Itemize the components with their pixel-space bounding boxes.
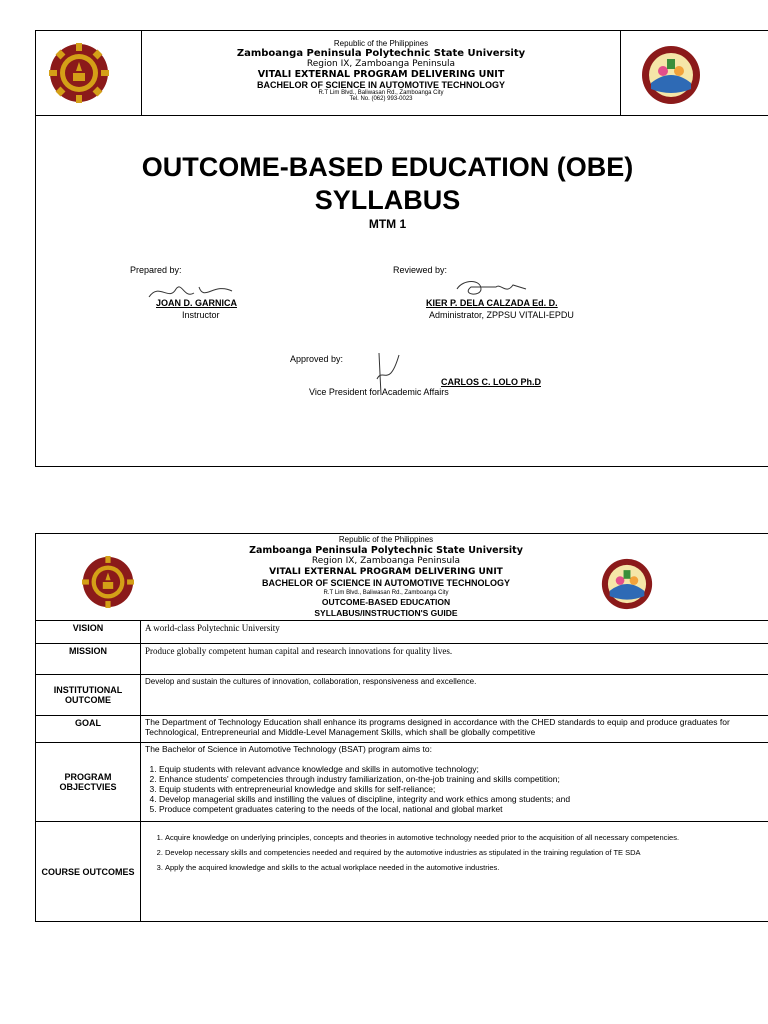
program-objectives-label: PROGRAM OBJECTVIES (36, 743, 141, 822)
course-outcomes-list (145, 830, 764, 875)
program-objective-item: 2. Enhance students' competencies through industry familiarization, on-the-job training and skills competition; (159, 774, 764, 784)
course-outcome-item: 3. Apply the acquired knowledge and skills to the actual workplace needed in the automotive industries. (165, 860, 764, 875)
address-text: R.T Lim Blvd., Baliwasan Rd., Zamboanga City (318, 90, 444, 96)
program-objective-item: 1. Equip students with relevant advance knowledge and skills in automotive technology; (159, 764, 764, 774)
zppsu-seal-icon-2 (76, 556, 140, 608)
course-code: MTM 1 (368, 217, 407, 231)
program-objectives-list (145, 764, 764, 814)
program-name: BACHELOR OF SCIENCE IN AUTOMOTIVE TECHNOLOGY (256, 80, 505, 90)
goal-row (36, 716, 768, 743)
course-outcome-item: 2. Develop necessary skills and competencies needed and required by the automotive industries as stipulated in the training regulation of TE SDA (165, 845, 764, 860)
title-line-2: SYLLABUS (314, 185, 461, 215)
vitali-seal-icon (641, 45, 701, 105)
region-text-2: Region IX, Zamboanga Peninsula (311, 556, 461, 566)
course-outcome-item: 1. Acquire knowledge on underlying principles, concepts and theories in automotive technology needed prior to the acquisition of all necessary competencies. (165, 830, 764, 845)
course-outcomes-cell (141, 822, 768, 922)
goal-label: GOAL (36, 716, 141, 743)
institutional-outcome-label: INSTITUTIONAL OUTCOME (36, 675, 141, 716)
guide-title-1: OUTCOME-BASED EDUCATION (321, 597, 451, 607)
mission-label: MISSION (36, 644, 141, 675)
approved-label: Approved by: (290, 354, 344, 364)
university-name-2: Zamboanga Peninsula Polytechnic State University (249, 545, 523, 556)
guide-page (35, 533, 768, 922)
region-text: Region IX, Zamboanga Peninsula (306, 59, 456, 69)
vision-label: VISION (36, 621, 141, 644)
address-text-2: R.T Lim Blvd., Baliwasan Rd., Zamboanga City (323, 590, 449, 596)
course-outcomes-label: COURSE OUTCOMES (36, 822, 141, 922)
program-objectives-intro: The Bachelor of Science in Automotive Technology (BSAT) program aims to: (145, 744, 432, 754)
header-left-cell (36, 31, 142, 115)
title-line-1: OUTCOME-BASED EDUCATION (OBE) (141, 152, 634, 182)
unit-name-2: VITALI EXTERNAL PROGRAM DELIVERING UNIT (269, 567, 503, 577)
reviewed-name: KIER P. DELA CALZADA Ed. D. (426, 298, 558, 308)
mission-text: Produce globally competent human capital and research innovations for quality lives. (141, 644, 768, 675)
program-objective-item: 3. Equip students with entrepreneurial knowledge and skills for self-reliance; (159, 784, 764, 794)
program-objective-item: 4. Develop managerial skills and instilling the values of discipline, integrity and work ethics among students; and (159, 794, 764, 804)
zppsu-seal-icon (49, 43, 109, 103)
program-name-2: BACHELOR OF SCIENCE IN AUTOMOTIVE TECHNOLOGY (261, 578, 510, 588)
prepared-label: Prepared by: (130, 265, 182, 275)
vitali-seal-icon-2 (594, 558, 660, 610)
approved-name: CARLOS C. LOLO Ph.D (441, 377, 541, 387)
tel-text: Tel. No. (062) 993-0023 (349, 96, 413, 102)
header-right-cell (620, 31, 768, 115)
unit-name: VITALI EXTERNAL PROGRAM DELIVERING UNIT (257, 69, 505, 80)
vision-text: A world-class Polytechnic University (141, 621, 768, 644)
reviewed-label: Reviewed by: (393, 265, 448, 275)
guide-header-text (186, 534, 586, 619)
program-objective-item: 5. Produce competent graduates catering to the needs of the local, national and global market (159, 804, 764, 814)
cover-title (36, 151, 739, 217)
goal-text: The Department of Technology Education shall enhance its programs designed in accordance with the CHED standards to equip and produce graduates for Technological, Entrepreneurial and Middle-Level Management Skills, which shall be globally competitive (141, 716, 768, 743)
guide-title-2: SYLLABUS/INSTRUCTION'S GUIDE (314, 608, 458, 618)
program-objectives-row (36, 743, 768, 822)
prepared-name: JOAN D. GARNICA (156, 298, 238, 308)
prepared-role: Instructor (182, 310, 220, 320)
reviewed-role: Administrator, ZPPSU VITALI-EPDU (429, 310, 574, 320)
republic-text-2: Republic of the Philippines (338, 535, 434, 544)
institutional-outcome-text: Develop and sustain the cultures of innovation, collaboration, responsiveness and excellence. (141, 675, 768, 716)
program-objectives-cell (141, 743, 768, 822)
guide-table (35, 620, 768, 922)
cover-page (35, 30, 768, 467)
university-name: Zamboanga Peninsula Polytechnic State University (236, 48, 526, 59)
approved-role: Vice President for Academic Affairs (309, 387, 449, 397)
mission-row (36, 644, 768, 675)
header-text (141, 39, 621, 102)
vision-row (36, 621, 768, 644)
course-outcomes-row (36, 822, 768, 922)
republic-text: Republic of the Philippines (333, 39, 429, 48)
header-divider (36, 115, 768, 116)
institutional-outcome-row (36, 675, 768, 716)
